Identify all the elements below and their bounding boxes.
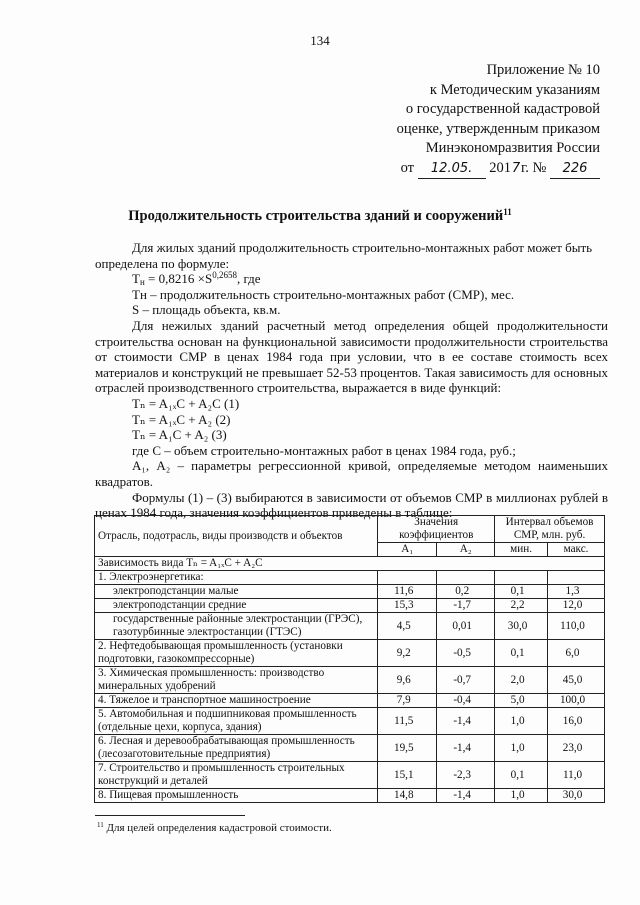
header-coefficients: Значения коэффициентов: [378, 516, 495, 543]
table-header-row: [95, 516, 605, 543]
header-max: макс.: [548, 543, 605, 557]
appendix-header: [330, 61, 600, 179]
appendix-line: Минэкономразвития России: [425, 140, 600, 156]
section-title: Продолжительность строительства зданий и сооружений$^{11}$: [128, 207, 512, 224]
appendix-line: оценке, утвержденным приказом: [396, 120, 600, 137]
appendix-title: Приложение № 10: [486, 62, 600, 78]
row-sector-cell: 4. Тяжелое и транспортное машиностроение: [95, 694, 378, 708]
row-value-min: 5,0: [495, 694, 548, 708]
body-text: [95, 240, 608, 521]
row-value-a2: -1,4: [437, 708, 495, 735]
formula-3: Тₙ = A₁C + A₂ (3): [132, 427, 227, 443]
dependency-label: Зависимость вида Тₙ = A₁ₓC + A₂C: [95, 557, 605, 571]
row-value-max: 12,0: [548, 599, 605, 613]
row-sector-cell: электроподстанции малые: [95, 585, 378, 599]
row-value-min: 0,1: [495, 585, 548, 599]
row-value-a2: -0,5: [437, 640, 495, 667]
row-value-min: 1,0: [495, 735, 548, 762]
row-value-a1: 19,5: [378, 735, 437, 762]
handwritten-date: 12.05.: [418, 159, 486, 180]
row-sector-cell: 6. Лесная и деревообрабатывающая промышленность (лесозаготовительные предприятия): [95, 735, 378, 762]
paragraph-line: Для жилых зданий продолжительность строительно-монтажных работ может быть: [132, 240, 593, 255]
row-value-max: 30,0: [548, 789, 605, 803]
appendix-date-line: от 12.05. 2017г. № 226: [330, 159, 600, 180]
row-sector-cell: 5. Автомобильная и подшипниковая промышленность (отдельные цехи, корпуса, здания): [95, 708, 378, 735]
footnote-mark: 11: [503, 207, 512, 217]
row-value-a2: [437, 571, 495, 585]
table-row: [95, 613, 605, 640]
row-sector-cell: 1. Электроэнергетика:: [95, 571, 378, 585]
row-sector-cell: 3. Химическая промышленность: производство минеральных удобрений: [95, 667, 378, 694]
row-value-a2: -1,7: [437, 599, 495, 613]
paragraph: Для нежилых зданий расчетный метод определения общей продолжительности строительства основан на функциональной зависимости продолжительности строительства от стоимости СМР в ценах 1984 года при условии, что в ее составе стоимость всех материалов и конструкций не превышает 52-53 процентов. Такая зависимость для основных отраслей производственного строительства, выражается в виде функций:: [95, 317, 608, 396]
row-sector-cell: 7. Строительство и промышленность строительных конструкций и деталей: [95, 762, 378, 789]
header-min: мин.: [495, 543, 548, 557]
row-value-max: 45,0: [548, 667, 605, 694]
handwritten-year: 7: [511, 160, 521, 176]
row-value-max: 11,0: [548, 762, 605, 789]
row-value-max: 6,0: [548, 640, 605, 667]
table-row: [95, 735, 605, 762]
row-value-a1: 14,8: [378, 789, 437, 803]
coefficients-table: [94, 515, 605, 803]
table-row: [95, 640, 605, 667]
paragraph-line: определена по формуле:: [95, 255, 230, 271]
table-row: [95, 599, 605, 613]
row-value-a1: 9,6: [378, 667, 437, 694]
row-value-a1: 15,1: [378, 762, 437, 789]
header-interval: Интервал объемов СМР, млн. руб.: [495, 516, 605, 543]
table-dependency-row: [95, 557, 605, 571]
header-sector: Отрасль, подотрасль, виды производств и объектов: [95, 516, 378, 557]
table-row: [95, 571, 605, 585]
row-value-a1: 9,2: [378, 640, 437, 667]
row-value-min: 0,1: [495, 762, 548, 789]
handwritten-number: 226: [550, 159, 600, 180]
formula-2: Тₙ = A₁ₓC + A₂ (2): [132, 411, 231, 427]
footnote-text: Для целей определения кадастровой стоимости.: [106, 822, 332, 834]
row-sector-cell: электроподстанции средние: [95, 599, 378, 613]
row-sector-cell: государственные районные электростанции (ГРЭС), газотурбинные электростанции (ГТЭС): [95, 613, 378, 640]
row-value-a2: -0,7: [437, 667, 495, 694]
appendix-line: о государственной кадастровой: [405, 101, 600, 117]
row-value-a1: 7,9: [378, 694, 437, 708]
table-row: [95, 585, 605, 599]
table-row: [95, 708, 605, 735]
row-value-min: [495, 571, 548, 585]
footnote-number: 11: [97, 821, 104, 829]
table-row: [95, 789, 605, 803]
row-value-a1: 11,5: [378, 708, 437, 735]
row-value-max: 100,0: [548, 694, 605, 708]
row-value-a2: 0,2: [437, 585, 495, 599]
footnote: [97, 822, 332, 834]
tn-definition: Тн – продолжительность строительно-монтажных работ (СМР), мес.: [132, 286, 515, 302]
row-value-a1: [378, 571, 437, 585]
row-value-max: 110,0: [548, 613, 605, 640]
row-value-a1: 15,3: [378, 599, 437, 613]
formula-1: Тₙ = A₁ₓC + A₂C (1): [132, 395, 240, 411]
appendix-line: к Методическим указаниям: [429, 81, 600, 98]
row-value-min: 30,0: [495, 613, 548, 640]
row-value-max: [548, 571, 605, 585]
page-number: 134: [310, 33, 330, 48]
row-sector-cell: 8. Пищевая промышленность: [95, 789, 378, 803]
footnote-divider: [95, 815, 245, 816]
formula-main: $Т_н = 0,8216 \times S^{0,2658}$, где: [132, 270, 261, 288]
row-value-a2: -1,4: [437, 735, 495, 762]
row-value-max: 16,0: [548, 708, 605, 735]
row-value-max: 23,0: [548, 735, 605, 762]
header-a1: А₁: [378, 543, 437, 557]
c-definition: где С – объем строительно-монтажных работ в ценах 1984 года, руб.;: [132, 442, 516, 458]
row-value-a2: -0,4: [437, 694, 495, 708]
row-value-min: 1,0: [495, 789, 548, 803]
row-value-a2: -2,3: [437, 762, 495, 789]
row-sector-cell: 2. Нефтедобывающая промышленность (установки подготовки, газокомпрессорные): [95, 640, 378, 667]
row-value-a1: 11,6: [378, 585, 437, 599]
header-a2: А₂: [437, 543, 495, 557]
table-row: [95, 667, 605, 694]
row-value-min: 2,2: [495, 599, 548, 613]
row-value-a2: -1,4: [437, 789, 495, 803]
row-value-min: 1,0: [495, 708, 548, 735]
a-definition: А₁, А₂ – параметры регрессионной кривой, определяемые методом наименьших квадратов.: [95, 458, 608, 489]
row-value-max: 1,3: [548, 585, 605, 599]
table-row: [95, 694, 605, 708]
paragraph: Формулы (1) – (3) выбираются в зависимости от объемов СМР в миллионах рублей в ценах 1984 года, значения коэффициентов приведены в таблице:: [95, 489, 608, 521]
row-value-a2: 0,01: [437, 613, 495, 640]
table-row: [95, 762, 605, 789]
s-definition: S – площадь объекта, кв.м.: [132, 302, 281, 318]
row-value-min: 2,0: [495, 667, 548, 694]
row-value-min: 0,1: [495, 640, 548, 667]
row-value-a1: 4,5: [378, 613, 437, 640]
